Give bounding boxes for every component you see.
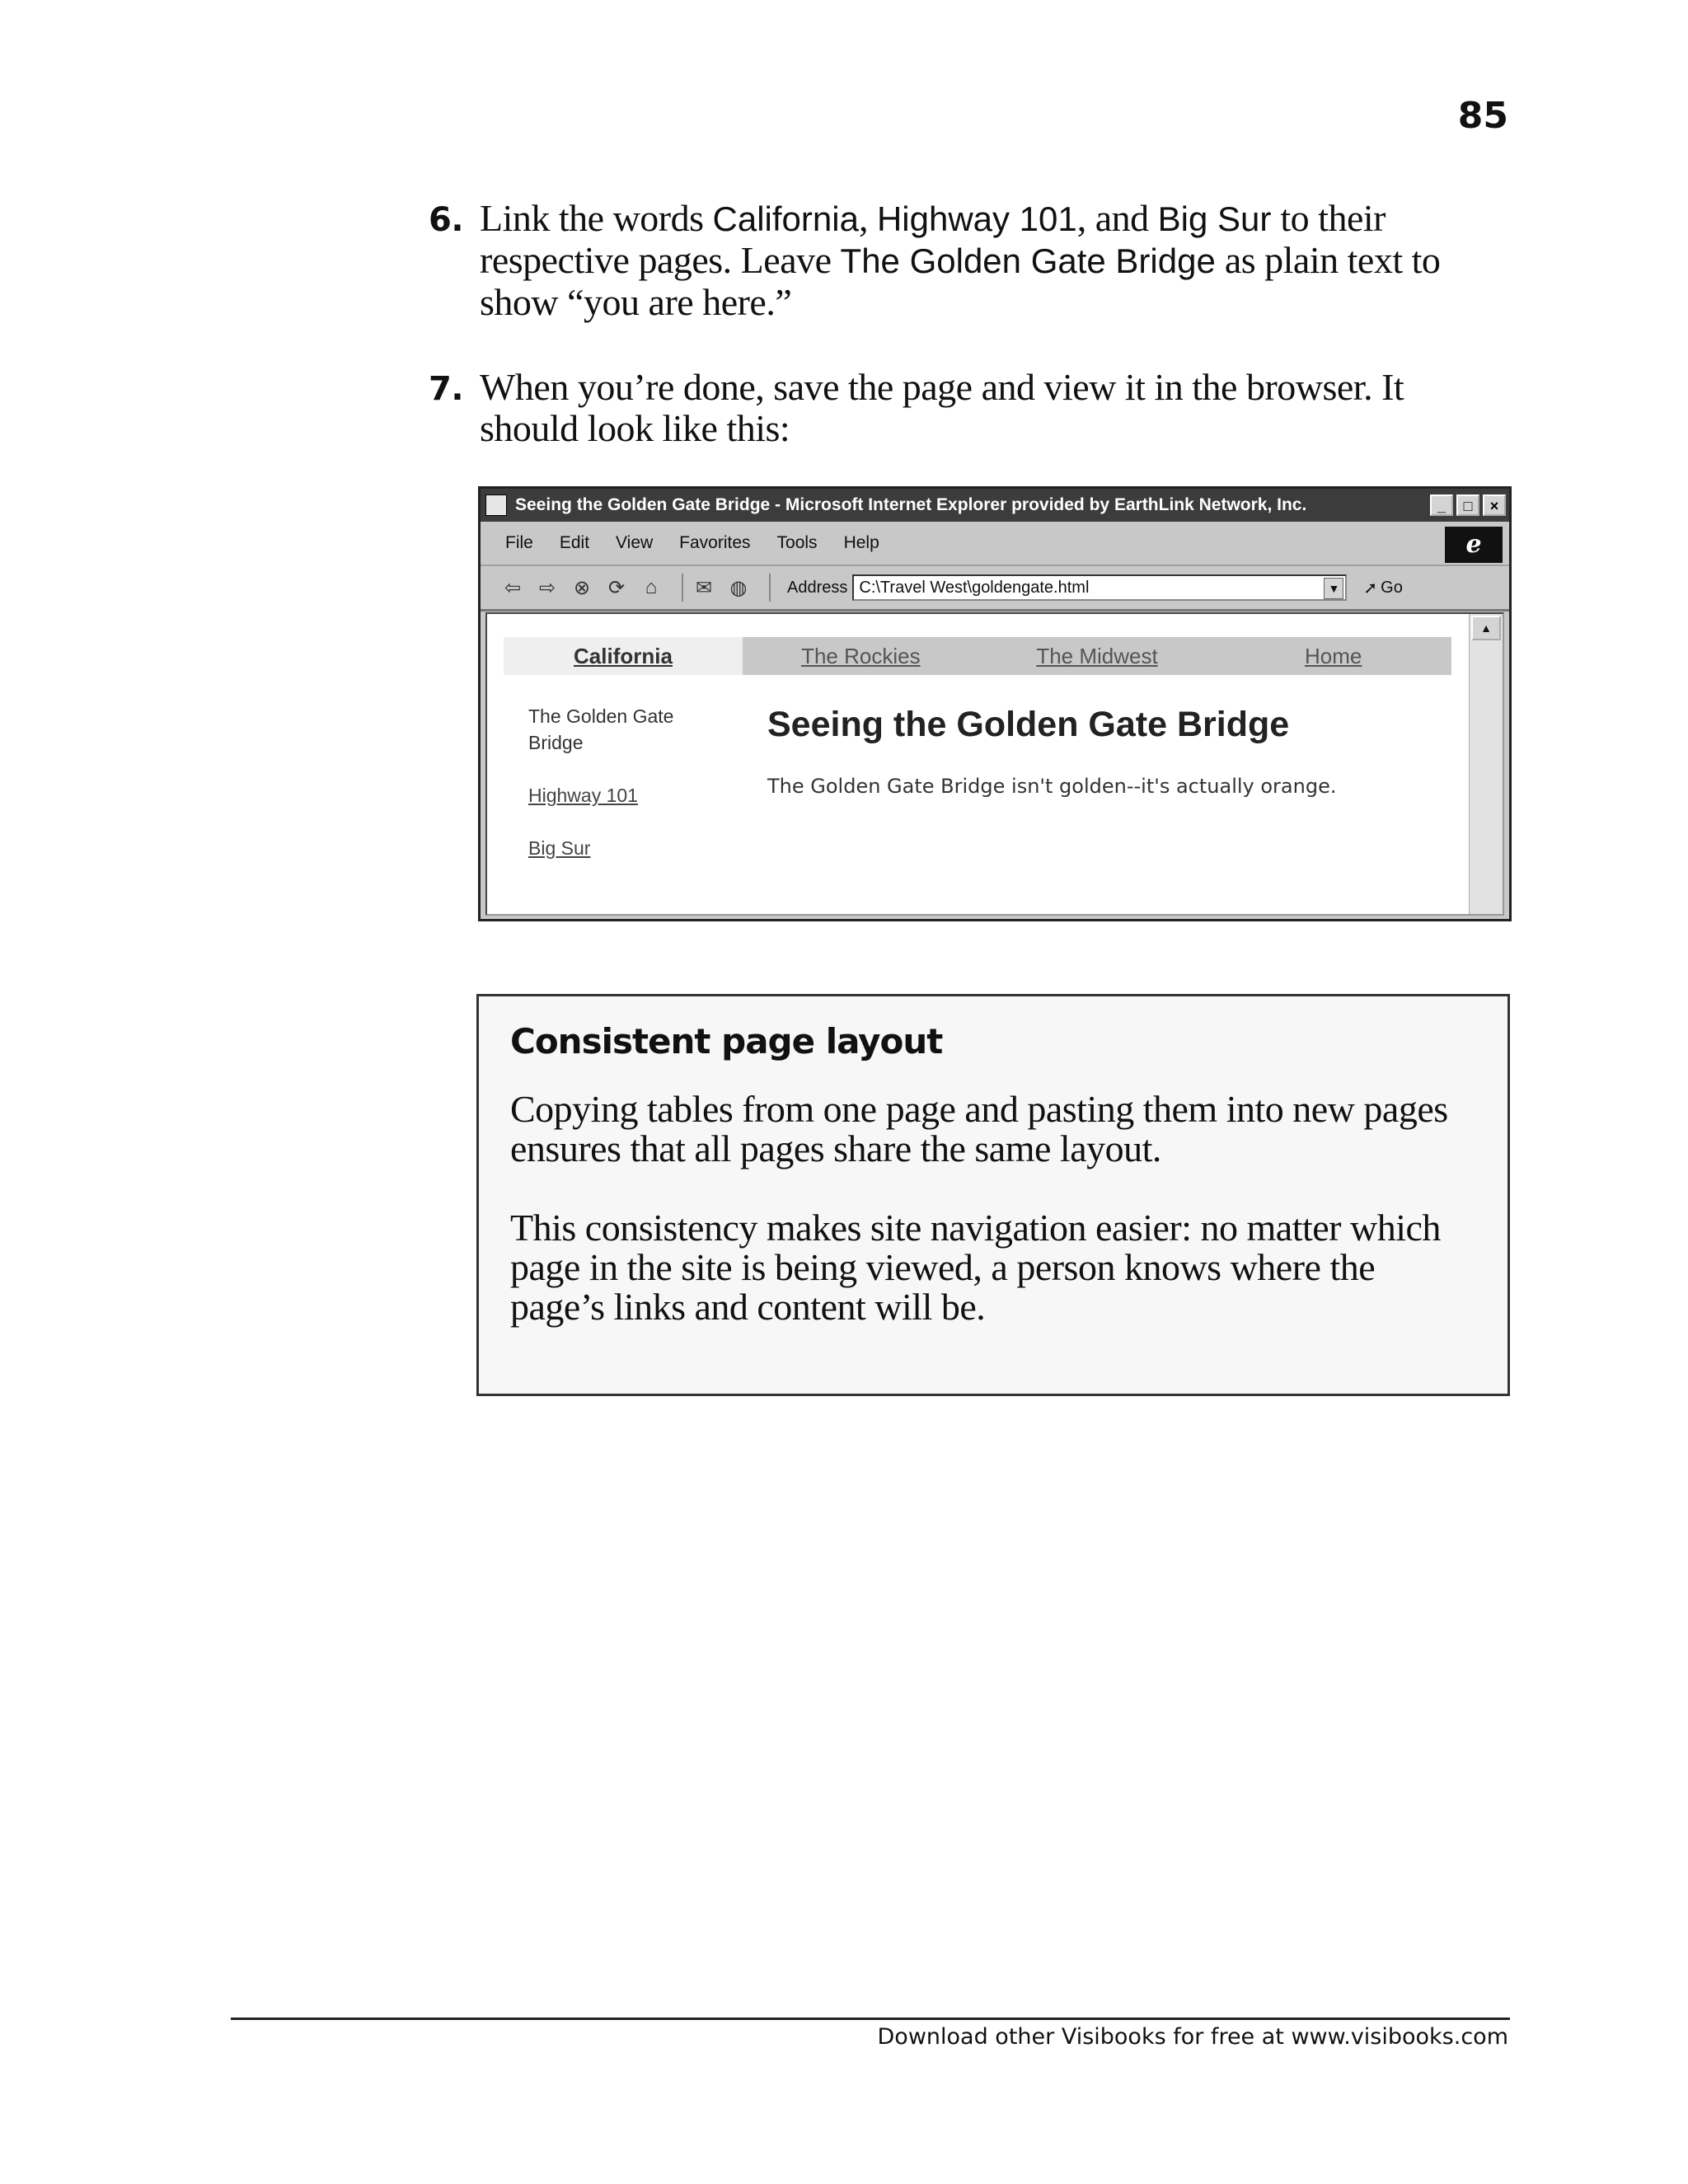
browser-title: Seeing the Golden Gate Bridge - Microsoft Internet Explorer provided by EarthLink Network, Inc. (515, 495, 1307, 514)
tip-paragraph: This consistency makes site navigation easier: no matter which page in the site is being viewed, a person knows where the page’s links and content will be. (510, 1207, 1441, 1328)
menu-view[interactable]: View (616, 533, 654, 552)
sidebar-link-big-sur[interactable]: Big Sur (528, 837, 591, 859)
chevron-down-icon[interactable]: ▼ (1324, 578, 1343, 599)
tip-title: Consistent page layout (510, 1021, 943, 1062)
browser-toolbar (481, 566, 1509, 612)
keyword-highway-101: Highway 101 (876, 199, 1077, 238)
scroll-up-icon[interactable]: ▲ (1471, 616, 1501, 640)
ie-logo-icon: e (1445, 527, 1503, 563)
go-label: Go (1381, 578, 1403, 597)
sidebar-current: The Golden Gate Bridge (528, 705, 674, 753)
nav-current-california[interactable]: California (504, 637, 743, 675)
stop-icon[interactable]: ⊗ (573, 576, 591, 599)
step-text-part: to their respective pages. Leave (480, 197, 1386, 281)
step-text (480, 198, 1500, 323)
refresh-icon[interactable]: ⟳ (607, 576, 626, 599)
sidebar-link-highway-101[interactable]: Highway 101 (528, 785, 638, 806)
step-7 (429, 367, 1500, 449)
ie-page-icon (485, 494, 507, 516)
page-heading: Seeing the Golden Gate Bridge (767, 705, 1290, 744)
page-sidebar (528, 703, 726, 888)
toolbar-divider (682, 574, 683, 602)
go-arrow-icon: ➚ (1363, 579, 1378, 598)
address-label: Address (787, 578, 848, 597)
menu-favorites[interactable]: Favorites (679, 533, 751, 552)
forward-icon[interactable]: ⇨ (538, 576, 556, 599)
back-icon[interactable]: ⇦ (504, 576, 522, 599)
vertical-scrollbar[interactable] (1469, 614, 1503, 914)
step-text: When you’re done, save the page and view it in the browser. It should look like this: (480, 366, 1404, 449)
browser-viewport (485, 612, 1504, 916)
go-button[interactable] (1363, 578, 1402, 598)
tip-box (476, 994, 1510, 1396)
home-icon[interactable]: ⌂ (645, 576, 658, 598)
keyword-golden-gate: The Golden Gate Bridge (840, 241, 1216, 280)
nav-links (743, 637, 1451, 675)
toolbar-divider (769, 574, 771, 602)
step-text-part: , (858, 197, 877, 239)
step-text-part: as plain text to show “you are here.” (480, 239, 1441, 323)
minimize-icon[interactable]: _ (1430, 494, 1453, 516)
page-number: 85 (1457, 95, 1508, 137)
mail-icon[interactable]: ✉ (695, 576, 713, 599)
step-text-part: Link the words (480, 197, 713, 239)
browser-screenshot (478, 486, 1512, 921)
page-body-text: The Golden Gate Bridge isn't golden--it's actually orange. (767, 775, 1337, 798)
address-input[interactable] (852, 574, 1347, 601)
close-icon[interactable]: × (1483, 494, 1506, 516)
maximize-icon[interactable]: □ (1456, 494, 1479, 516)
step-number: 7. (429, 370, 464, 408)
menu-tools[interactable]: Tools (776, 533, 818, 552)
nav-link-rockies[interactable]: The Rockies (801, 643, 921, 668)
menu-edit[interactable]: Edit (559, 533, 590, 552)
footer-text: Download other Visibooks for free at www.visibooks.com (877, 2024, 1508, 2050)
step-number: 6. (429, 201, 464, 239)
address-value: C:\Travel West\goldengate.html (859, 578, 1090, 597)
globe-icon[interactable]: ◍ (729, 576, 748, 599)
site-nav (504, 637, 1451, 675)
menu-file[interactable]: File (505, 533, 533, 552)
keyword-big-sur: Big Sur (1157, 199, 1272, 238)
nav-link-home[interactable]: Home (1305, 643, 1362, 668)
footer-divider (231, 2018, 1510, 2020)
browser-menubar (481, 522, 1509, 566)
tip-paragraph: Copying tables from one page and pasting them into new pages ensures that all pages share the same layout. (510, 1088, 1448, 1169)
step-text-part: , and (1076, 197, 1158, 239)
keyword-california: California (712, 199, 859, 238)
menu-help[interactable]: Help (843, 533, 879, 552)
nav-link-midwest[interactable]: The Midwest (1036, 643, 1158, 668)
step-6 (429, 198, 1500, 323)
browser-titlebar (481, 489, 1509, 522)
